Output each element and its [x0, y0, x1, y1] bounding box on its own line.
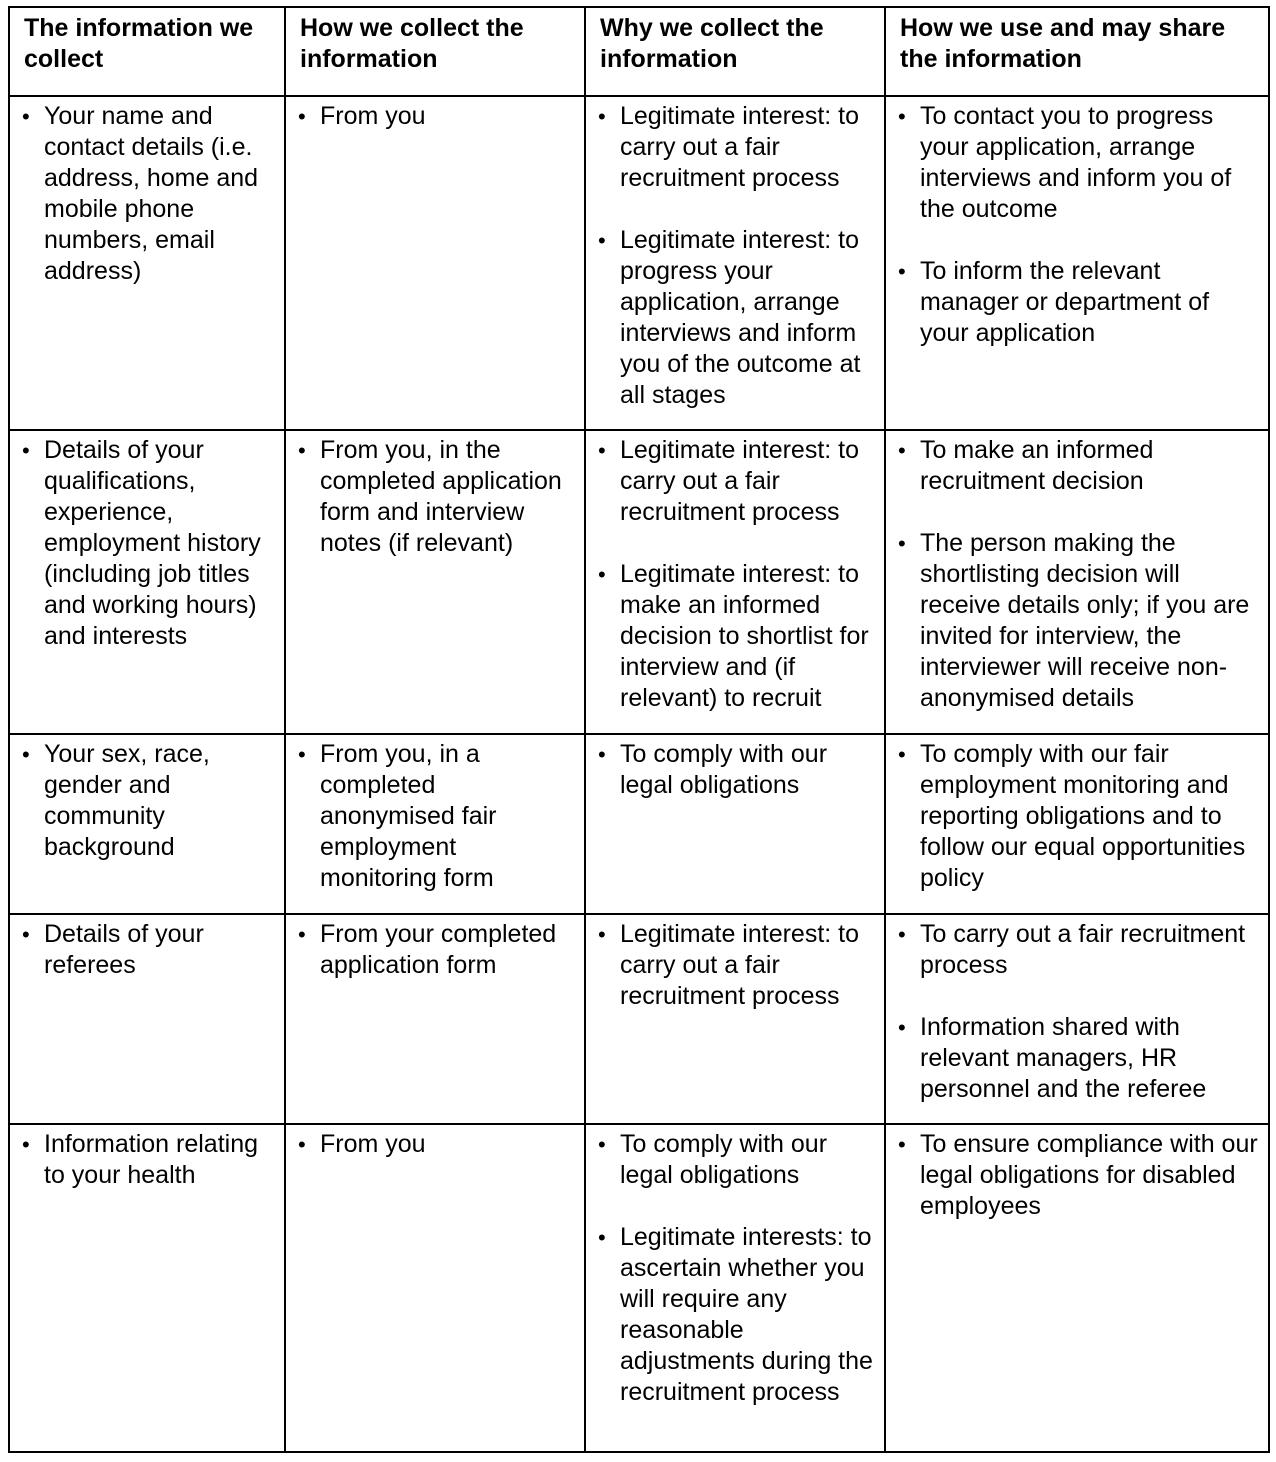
cell-how-collected — [285, 914, 585, 1124]
header-why-collected: Why we collect the information — [585, 7, 885, 96]
information-collection-table — [8, 6, 1270, 1453]
bullet-list — [300, 1129, 574, 1160]
table-header-row — [9, 7, 1269, 96]
bullet-list — [300, 739, 574, 894]
list-item: • To contact you to progress your application, arrange interviews and inform you of the outcome — [900, 101, 1258, 225]
bullet-list — [900, 101, 1258, 349]
list-item: • Information shared with relevant managers, HR personnel and the referee — [900, 1012, 1258, 1105]
cell-how-collected — [285, 430, 585, 734]
cell-information-collected — [9, 96, 285, 430]
list-item: • Details of your referees — [24, 919, 274, 981]
list-item: • To comply with our legal obligations — [600, 1129, 874, 1191]
bullet-list — [300, 101, 574, 132]
cell-why-collected — [585, 734, 885, 914]
bullet-list — [24, 739, 274, 863]
bullet-list — [600, 435, 874, 714]
bullet-list — [900, 919, 1258, 1105]
list-item: • To inform the relevant manager or department of your application — [900, 256, 1258, 349]
list-item: • Your name and contact details (i.e. address, home and mobile phone numbers, email address) — [24, 101, 274, 287]
cell-information-collected — [9, 914, 285, 1124]
table-row — [9, 734, 1269, 914]
list-item: • To comply with our legal obligations — [600, 739, 874, 801]
bullet-list — [900, 1129, 1258, 1222]
list-item: • The person making the shortlisting decision will receive details only; if you are invited for interview, the interviewer will receive non-anonymised details — [900, 528, 1258, 714]
header-information-collected: The information we collect — [9, 7, 285, 96]
cell-information-collected — [9, 1124, 285, 1452]
cell-why-collected — [585, 1124, 885, 1452]
cell-how-collected — [285, 734, 585, 914]
bullet-list — [300, 919, 574, 981]
cell-how-collected — [285, 96, 585, 430]
bullet-list — [900, 435, 1258, 714]
header-how-used-shared: How we use and may share the information — [885, 7, 1269, 96]
list-item: • Information relating to your health — [24, 1129, 274, 1191]
cell-why-collected — [585, 430, 885, 734]
cell-how-used-shared — [885, 430, 1269, 734]
list-item: • To make an informed recruitment decision — [900, 435, 1258, 497]
table-row — [9, 96, 1269, 430]
list-item: • From you, in a completed anonymised fair employment monitoring form — [300, 739, 574, 894]
list-item: • Legitimate interest: to carry out a fair recruitment process — [600, 435, 874, 528]
bullet-list — [24, 435, 274, 652]
cell-how-used-shared — [885, 96, 1269, 430]
list-item: • Your sex, race, gender and community background — [24, 739, 274, 863]
cell-how-collected — [285, 1124, 585, 1452]
header-how-collected: How we collect the information — [285, 7, 585, 96]
cell-why-collected — [585, 914, 885, 1124]
table-row — [9, 914, 1269, 1124]
bullet-list — [24, 101, 274, 287]
cell-information-collected — [9, 430, 285, 734]
cell-information-collected — [9, 734, 285, 914]
bullet-list — [600, 101, 874, 411]
list-item: • To comply with our fair employment monitoring and reporting obligations and to follow our equal opportunities policy — [900, 739, 1258, 894]
cell-how-used-shared — [885, 1124, 1269, 1452]
list-item: • Legitimate interest: to carry out a fair recruitment process — [600, 919, 874, 1012]
list-item: • Legitimate interest: to progress your application, arrange interviews and inform you of the outcome at all stages — [600, 225, 874, 411]
table-row — [9, 1124, 1269, 1452]
bullet-list — [24, 919, 274, 981]
table-row — [9, 430, 1269, 734]
bullet-list — [600, 739, 874, 801]
cell-why-collected — [585, 96, 885, 430]
cell-how-used-shared — [885, 734, 1269, 914]
list-item: • Legitimate interest: to make an informed decision to shortlist for interview and (if relevant) to recruit — [600, 559, 874, 714]
list-item: • Legitimate interests: to ascertain whether you will require any reasonable adjustments during the recruitment process — [600, 1222, 874, 1408]
list-item: • Legitimate interest: to carry out a fair recruitment process — [600, 101, 874, 194]
bullet-list — [900, 739, 1258, 894]
bullet-list — [600, 919, 874, 1012]
list-item: • To carry out a fair recruitment process — [900, 919, 1258, 981]
list-item: • To ensure compliance with our legal obligations for disabled employees — [900, 1129, 1258, 1222]
list-item: • From you, in the completed application form and interview notes (if relevant) — [300, 435, 574, 559]
bullet-list — [300, 435, 574, 559]
cell-how-used-shared — [885, 914, 1269, 1124]
list-item: • From your completed application form — [300, 919, 574, 981]
list-item: • From you — [300, 101, 574, 132]
list-item: • Details of your qualifications, experience, employment history (including job titles and working hours) and interests — [24, 435, 274, 652]
list-item: • From you — [300, 1129, 574, 1160]
bullet-list — [600, 1129, 874, 1408]
bullet-list — [24, 1129, 274, 1191]
